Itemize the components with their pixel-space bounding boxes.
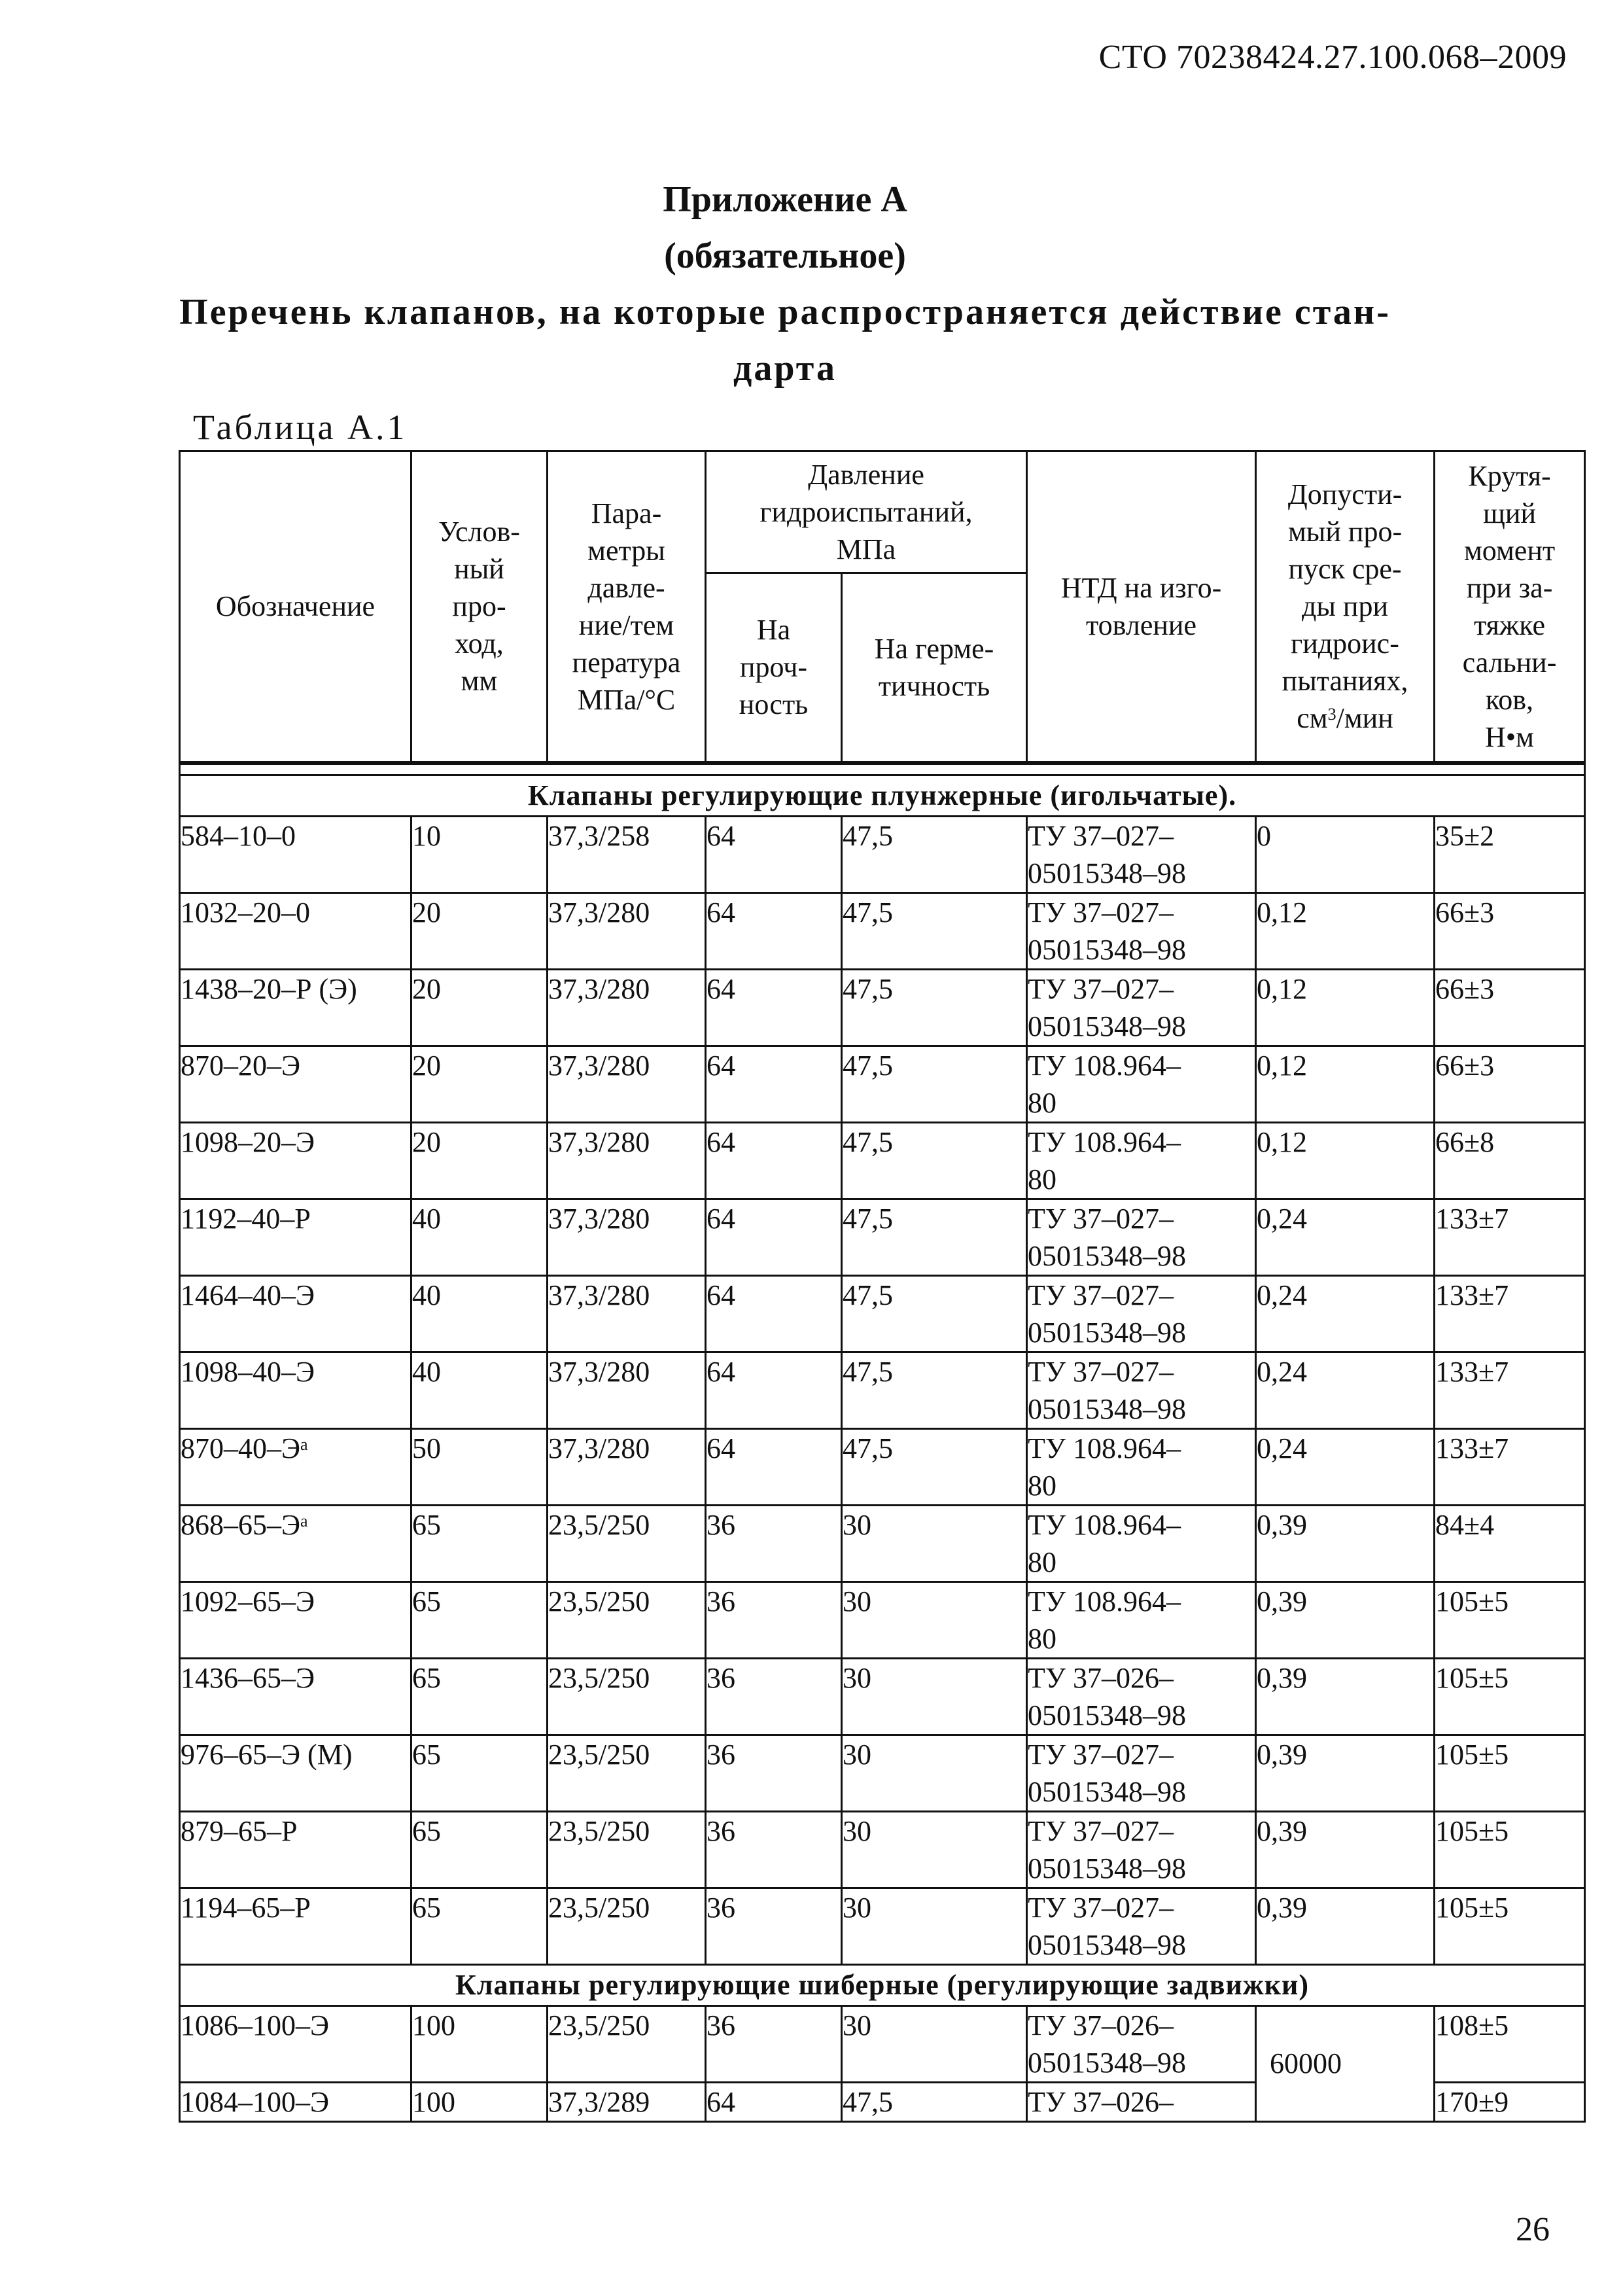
cell-strength: 36 (706, 2005, 842, 2082)
ntd-line-2: 05015348–98 (1028, 2046, 1187, 2079)
cell-allowed-leakage: 0,12 (1256, 1046, 1435, 1122)
cell-nominal-bore: 20 (411, 1122, 548, 1199)
cell-nominal-bore: 20 (411, 1046, 548, 1122)
cell-nominal-bore: 20 (411, 969, 548, 1046)
cell-parameters: 37,3/280 (548, 1428, 706, 1505)
header-spacer (180, 763, 1585, 775)
cell-tightness: 47,5 (842, 969, 1027, 1046)
header-spacer-cell (180, 763, 1585, 775)
ntd-line-1: ТУ 37–027– (1028, 972, 1174, 1005)
table-row (180, 816, 1585, 892)
cell-ntd (1027, 816, 1256, 892)
cell-allowed-leakage: 0,12 (1256, 969, 1435, 1046)
cell-strength: 64 (706, 1199, 842, 1275)
ntd-line-1: ТУ 37–026– (1028, 2085, 1174, 2118)
cell-allowed-leakage: 0,12 (1256, 1122, 1435, 1199)
cell-torque: 105±5 (1435, 1581, 1585, 1658)
designation-text: 870–40–Э (181, 1432, 301, 1464)
designation-text: 1098–20–Э (181, 1125, 315, 1158)
cell-designation (180, 1735, 411, 1811)
cell-nominal-bore: 40 (411, 1275, 548, 1352)
header-nominal-bore: Услов- ный про- ход, мм (411, 451, 548, 763)
designation-text: 1092–65–Э (181, 1585, 315, 1617)
table-row (180, 1352, 1585, 1428)
cell-nominal-bore: 40 (411, 1352, 548, 1428)
cell-designation (180, 1122, 411, 1199)
cell-nominal-bore: 65 (411, 1888, 548, 1964)
table-row (180, 1199, 1585, 1275)
ntd-line-2: 05015348–98 (1028, 933, 1187, 966)
cell-torque: 105±5 (1435, 1888, 1585, 1964)
cell-tightness: 47,5 (842, 2082, 1027, 2121)
designation-text: 1438–20–Р (Э) (181, 972, 357, 1005)
cell-tightness: 30 (842, 1735, 1027, 1811)
table-body (180, 763, 1585, 2122)
cell-parameters: 37,3/280 (548, 892, 706, 969)
designation-text: 1192–40–Р (181, 1202, 311, 1235)
cell-ntd (1027, 1505, 1256, 1581)
footnote-mark: а (300, 1511, 308, 1530)
ntd-line-2: 05015348–98 (1028, 1928, 1187, 1961)
cell-tightness: 47,5 (842, 1428, 1027, 1505)
appendix-label: Приложение А (663, 179, 907, 220)
designation-text: 1084–100–Э (181, 2085, 330, 2118)
cell-tightness: 47,5 (842, 816, 1027, 892)
ntd-line-2: 80 (1028, 1163, 1057, 1195)
cell-allowed-leakage: 0,12 (1256, 892, 1435, 969)
cell-allowed-leakage: 0 (1256, 816, 1435, 892)
cell-strength: 64 (706, 1046, 842, 1122)
cell-parameters: 37,3/280 (548, 1275, 706, 1352)
ntd-line-2: 05015348–98 (1028, 1392, 1187, 1425)
cell-ntd (1027, 1352, 1256, 1428)
cell-allowed-leakage: 0,39 (1256, 1505, 1435, 1581)
cell-tightness: 30 (842, 1658, 1027, 1735)
cell-strength: 36 (706, 1658, 842, 1735)
ntd-line-2: 05015348–98 (1028, 1699, 1187, 1731)
appendix-title-line-1: Перечень клапанов, на которые распространяется действие стан- (179, 292, 1391, 332)
cell-tightness: 30 (842, 1888, 1027, 1964)
table-row (180, 1581, 1585, 1658)
cell-ntd (1027, 1581, 1256, 1658)
designation-text: 879–65–Р (181, 1814, 298, 1847)
cell-ntd (1027, 2082, 1256, 2121)
cell-allowed-leakage: 0,39 (1256, 1811, 1435, 1888)
ntd-line-1: ТУ 108.964– (1028, 1585, 1181, 1617)
cell-parameters: 23,5/250 (548, 1888, 706, 1964)
cell-torque: 105±5 (1435, 1811, 1585, 1888)
cell-tightness: 30 (842, 1581, 1027, 1658)
cell-allowed-leakage: 0,39 (1256, 1735, 1435, 1811)
cell-parameters: 23,5/250 (548, 1505, 706, 1581)
cell-designation (180, 969, 411, 1046)
table-row (180, 1735, 1585, 1811)
cell-parameters: 23,5/250 (548, 1811, 706, 1888)
header-tightness: На герме- тичность (842, 573, 1027, 763)
cell-allowed-leakage: 0,39 (1256, 1581, 1435, 1658)
cell-allowed-leakage: 0,24 (1256, 1352, 1435, 1428)
cell-designation (180, 1428, 411, 1505)
designation-text: 976–65–Э (М) (181, 1738, 353, 1771)
cell-nominal-bore: 65 (411, 1581, 548, 1658)
cell-parameters: 37,3/280 (548, 1352, 706, 1428)
cell-strength: 36 (706, 1811, 842, 1888)
cell-ntd (1027, 1046, 1256, 1122)
ntd-line-1: ТУ 108.964– (1028, 1432, 1181, 1464)
cell-nominal-bore: 20 (411, 892, 548, 969)
valves-table (179, 450, 1586, 2123)
cell-nominal-bore: 40 (411, 1199, 548, 1275)
cell-strength: 36 (706, 1505, 842, 1581)
cell-parameters: 23,5/250 (548, 1581, 706, 1658)
cell-strength: 64 (706, 2082, 842, 2121)
cell-torque: 108±5 (1435, 2005, 1585, 2082)
cell-torque: 35±2 (1435, 816, 1585, 892)
header-ntd: НТД на изго- товление (1027, 451, 1256, 763)
cell-torque: 133±7 (1435, 1199, 1585, 1275)
cell-torque: 66±3 (1435, 969, 1585, 1046)
cell-strength: 64 (706, 1352, 842, 1428)
ntd-line-1: ТУ 37–027– (1028, 819, 1174, 852)
cell-torque: 133±7 (1435, 1428, 1585, 1505)
cell-nominal-bore: 100 (411, 2005, 548, 2082)
page-number: 26 (1516, 2211, 1550, 2248)
ntd-line-1: ТУ 37–027– (1028, 1738, 1174, 1771)
cell-nominal-bore: 10 (411, 816, 548, 892)
appendix-status: (обязательное) (664, 236, 906, 276)
cell-ntd (1027, 892, 1256, 969)
cell-torque: 66±3 (1435, 1046, 1585, 1122)
cell-ntd (1027, 1811, 1256, 1888)
cell-torque: 133±7 (1435, 1275, 1585, 1352)
cell-parameters: 23,5/250 (548, 1735, 706, 1811)
cell-nominal-bore: 50 (411, 1428, 548, 1505)
ntd-line-1: ТУ 37–027– (1028, 1355, 1174, 1388)
ntd-line-1: ТУ 108.964– (1028, 1508, 1181, 1541)
cell-tightness: 30 (842, 2005, 1027, 2082)
ntd-line-2: 05015348–98 (1028, 1316, 1187, 1349)
cell-parameters: 37,3/280 (548, 1199, 706, 1275)
header-parameters: Пара- метры давле- ние/тем пература МПа/°С (548, 451, 706, 763)
cell-ntd (1027, 1199, 1256, 1275)
cell-designation (180, 1658, 411, 1735)
cell-strength: 64 (706, 892, 842, 969)
cell-strength: 36 (706, 1888, 842, 1964)
section-row (180, 775, 1585, 816)
ntd-line-1: ТУ 37–026– (1028, 1661, 1174, 1694)
cell-tightness: 47,5 (842, 892, 1027, 969)
ntd-line-1: ТУ 37–027– (1028, 1279, 1174, 1311)
table-row (180, 1275, 1585, 1352)
cell-designation (180, 1581, 411, 1658)
cell-allowed-leakage: 0,39 (1256, 1888, 1435, 1964)
table-row (180, 1428, 1585, 1505)
cell-torque: 66±8 (1435, 1122, 1585, 1199)
cell-torque: 84±4 (1435, 1505, 1585, 1581)
cell-strength: 64 (706, 1275, 842, 1352)
cell-parameters: 37,3/289 (548, 2082, 706, 2121)
cell-tightness: 47,5 (842, 1352, 1027, 1428)
ntd-line-2: 80 (1028, 1086, 1057, 1119)
header-strength: На проч- ность (706, 573, 842, 763)
document-code: СТО 70238424.27.100.068–2009 (1098, 39, 1567, 76)
ntd-line-1: ТУ 108.964– (1028, 1125, 1181, 1158)
ntd-line-2: 80 (1028, 1622, 1057, 1655)
cell-nominal-bore: 65 (411, 1658, 548, 1735)
cell-ntd (1027, 1122, 1256, 1199)
ntd-line-2: 05015348–98 (1028, 1852, 1187, 1884)
designation-text: 868–65–Э (181, 1508, 301, 1541)
cell-torque: 66±3 (1435, 892, 1585, 969)
cell-designation (180, 2005, 411, 2082)
cell-tightness: 47,5 (842, 1122, 1027, 1199)
cell-strength: 64 (706, 1122, 842, 1199)
section-row (180, 1964, 1585, 2005)
ntd-line-1: ТУ 108.964– (1028, 1049, 1181, 1082)
cell-ntd (1027, 1428, 1256, 1505)
section-title: Клапаны регулирующие плунжерные (игольчатые). (180, 775, 1585, 816)
cell-strength: 36 (706, 1581, 842, 1658)
cell-parameters: 23,5/250 (548, 1658, 706, 1735)
table-row (180, 1811, 1585, 1888)
cell-allowed-leakage: 0,24 (1256, 1275, 1435, 1352)
designation-text: 1098–40–Э (181, 1355, 315, 1388)
cell-designation (180, 1505, 411, 1581)
designation-text: 1464–40–Э (181, 1279, 315, 1311)
section-title: Клапаны регулирующие шиберные (регулирующие задвижки) (180, 1964, 1585, 2005)
cell-strength: 64 (706, 816, 842, 892)
cell-designation (180, 1352, 411, 1428)
cell-tightness: 47,5 (842, 1199, 1027, 1275)
cell-ntd (1027, 969, 1256, 1046)
cell-strength: 64 (706, 969, 842, 1046)
cell-strength: 36 (706, 1735, 842, 1811)
designation-text: 1086–100–Э (181, 2009, 330, 2041)
cell-designation (180, 892, 411, 969)
table-row (180, 2005, 1585, 2082)
cell-torque: 170±9 (1435, 2082, 1585, 2121)
cell-parameters: 37,3/280 (548, 1046, 706, 1122)
cell-ntd (1027, 1888, 1256, 1964)
table-row (180, 1122, 1585, 1199)
cell-nominal-bore: 65 (411, 1811, 548, 1888)
ntd-line-2: 80 (1028, 1545, 1057, 1578)
cell-nominal-bore: 100 (411, 2082, 548, 2121)
cell-tightness: 30 (842, 1811, 1027, 1888)
ntd-line-2: 05015348–98 (1028, 1775, 1187, 1808)
cell-parameters: 37,3/258 (548, 816, 706, 892)
cell-strength: 64 (706, 1428, 842, 1505)
cell-designation (180, 816, 411, 892)
cell-designation (180, 1199, 411, 1275)
cell-allowed-leakage: 0,24 (1256, 1428, 1435, 1505)
cell-torque: 105±5 (1435, 1658, 1585, 1735)
designation-text: 1032–20–0 (181, 896, 310, 928)
ntd-line-2: 05015348–98 (1028, 857, 1187, 889)
table-row (180, 1888, 1585, 1964)
cell-designation (180, 1275, 411, 1352)
cell-nominal-bore: 65 (411, 1505, 548, 1581)
cell-parameters: 37,3/280 (548, 1122, 706, 1199)
footnote-mark: а (300, 1434, 308, 1454)
cell-designation (180, 1811, 411, 1888)
cell-designation (180, 1888, 411, 1964)
table-row (180, 1505, 1585, 1581)
cell-ntd (1027, 1658, 1256, 1735)
header-torque: Крутя- щий момент при за- тяжке сальни- ков, Н•м (1435, 451, 1585, 763)
table-label: Таблица А.1 (193, 408, 408, 447)
cell-allowed-leakage-merged: 60000 (1256, 2005, 1435, 2121)
appendix-title-line-2: дарта (733, 348, 837, 389)
designation-text: 1436–65–Э (181, 1661, 315, 1694)
cell-torque: 105±5 (1435, 1735, 1585, 1811)
header-designation: Обозначение (180, 451, 411, 763)
ntd-line-1: ТУ 37–027– (1028, 1891, 1174, 1924)
cell-ntd (1027, 2005, 1256, 2082)
appendix-heading (177, 171, 1393, 397)
cell-allowed-leakage: 0,39 (1256, 1658, 1435, 1735)
ntd-line-2: 05015348–98 (1028, 1010, 1187, 1042)
ntd-line-2: 80 (1028, 1469, 1057, 1502)
cell-tightness: 30 (842, 1505, 1027, 1581)
table-row (180, 892, 1585, 969)
cell-allowed-leakage: 0,24 (1256, 1199, 1435, 1275)
cell-tightness: 47,5 (842, 1046, 1027, 1122)
header-test-pressure: Давление гидроиспытаний, МПа (706, 451, 1027, 573)
table-row (180, 1046, 1585, 1122)
cell-ntd (1027, 1275, 1256, 1352)
header-allowed-leakage: Допусти- мый про- пуск сре- ды при гидроис- пытаниях, $см^3$/мин (1256, 451, 1435, 763)
cell-designation (180, 2082, 411, 2121)
designation-text: 1194–65–Р (181, 1891, 311, 1924)
ntd-line-1: ТУ 37–027– (1028, 1814, 1174, 1847)
ntd-line-2: 05015348–98 (1028, 1239, 1187, 1272)
ntd-line-1: ТУ 37–026– (1028, 2009, 1174, 2041)
table-row (180, 1658, 1585, 1735)
designation-text: 584–10–0 (181, 819, 296, 852)
cell-torque: 133±7 (1435, 1352, 1585, 1428)
table-row (180, 969, 1585, 1046)
designation-text: 870–20–Э (181, 1049, 301, 1082)
cell-designation (180, 1046, 411, 1122)
cell-ntd (1027, 1735, 1256, 1811)
cell-tightness: 47,5 (842, 1275, 1027, 1352)
cell-parameters: 37,3/280 (548, 969, 706, 1046)
ntd-line-1: ТУ 37–027– (1028, 1202, 1174, 1235)
cell-parameters: 23,5/250 (548, 2005, 706, 2082)
cell-nominal-bore: 65 (411, 1735, 548, 1811)
ntd-line-1: ТУ 37–027– (1028, 896, 1174, 928)
